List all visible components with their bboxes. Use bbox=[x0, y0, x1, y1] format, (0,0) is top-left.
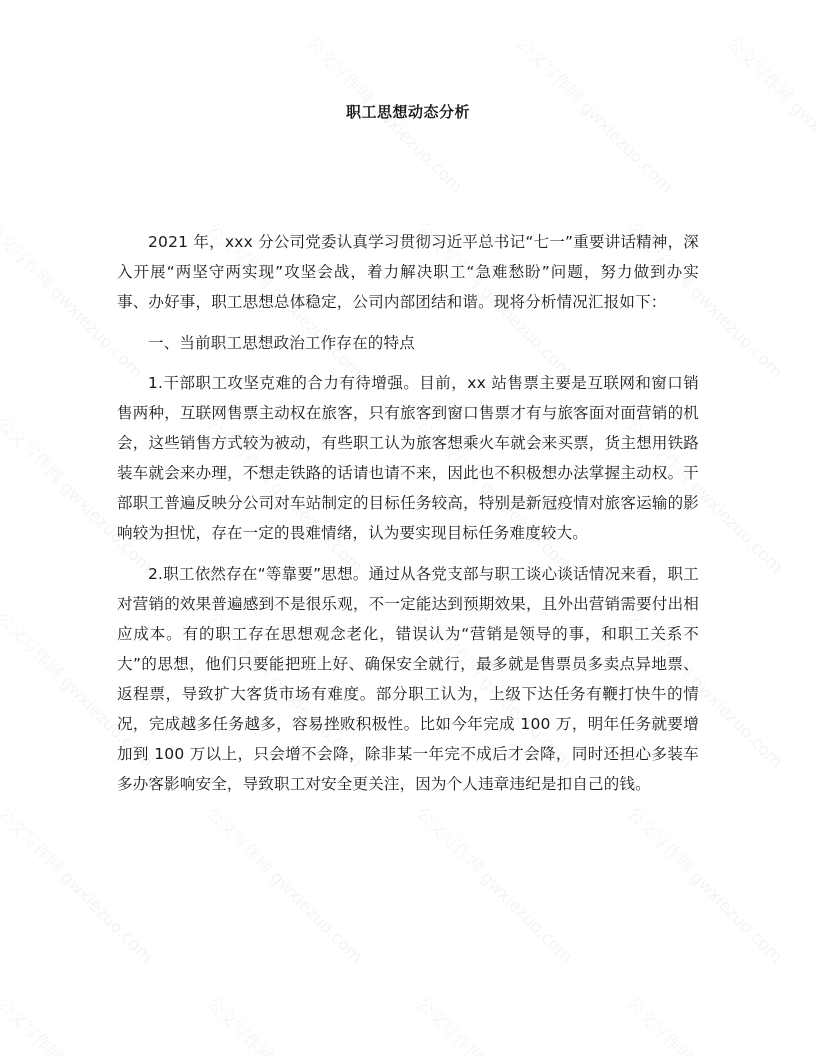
point-1-paragraph: 1.干部职工攻坚克难的合力有待增强。目前，xx 站售票主要是互联网和窗口销售两种，互联网售票主动权在旅客，只有旅客到窗口售票才有与旅客面对面营销的机会，这些销售方式较为被动，有些职工认为旅客想乘火车就会来买票，货主想用铁路装车就会来办理，不想走铁路的话请也请不来，因此也不积极想办法掌握主动权。干部职工普遍反映分公司对车站制定的目标任务较高，特别是新冠疫情对旅客运输的影响较为担忧，存在一定的畏难情绪，认为要实现目标任务难度较大。 bbox=[117, 374, 699, 542]
watermark bbox=[412, 990, 579, 1056]
point-2-paragraph: 2.职工依然存在“等靠要”思想。通过从各党支部与职工谈心谈话情况来看，职工对营销的效果普遍感到不是很乐观，不一定能达到预期效果，且外出营销需要付出相应成本。有的职工存在思想观念老化，错误认为“营销是领导的事，和职工关系不大”的思想，他们只要能把班上好、确保安全就行，最多就是售票员多卖点异地票、返程票，导致扩大客货市场有难度。部分职工认为，上级下达任务有鞭打快牛的情况，完成越多任务越多，容易挫败积极性。比如今年完成 100 万，明年任务就要增加到 100 万以上，只会增不会降，除非某一年完不成后才会降，同时还担心多装车多办客影响安全，导致职工对安全更关注，因为个人违章违纪是扣自己的钱。 bbox=[117, 565, 699, 793]
watermark bbox=[0, 990, 160, 1056]
watermark bbox=[202, 800, 369, 967]
section-heading: 一、当前职工思想政治工作存在的特点 bbox=[148, 334, 415, 352]
watermark bbox=[0, 800, 160, 967]
page-title: 职工思想动态分析 bbox=[345, 103, 470, 121]
intro-paragraph: 2021 年，xxx 分公司党委认真学习贯彻习近平总书记“七一”重要讲话精神，深入开展“两坚守两实现”攻坚会战，着力解决职工“急难愁盼”问题，努力做到办实事、办好事，职工思想总体稳定，公司内部团结和谐。现将分析情况汇报如下： bbox=[117, 233, 699, 311]
watermark bbox=[412, 800, 579, 967]
watermark bbox=[622, 990, 789, 1056]
watermark bbox=[622, 800, 789, 967]
watermark bbox=[202, 990, 369, 1056]
document-body bbox=[117, 227, 699, 810]
